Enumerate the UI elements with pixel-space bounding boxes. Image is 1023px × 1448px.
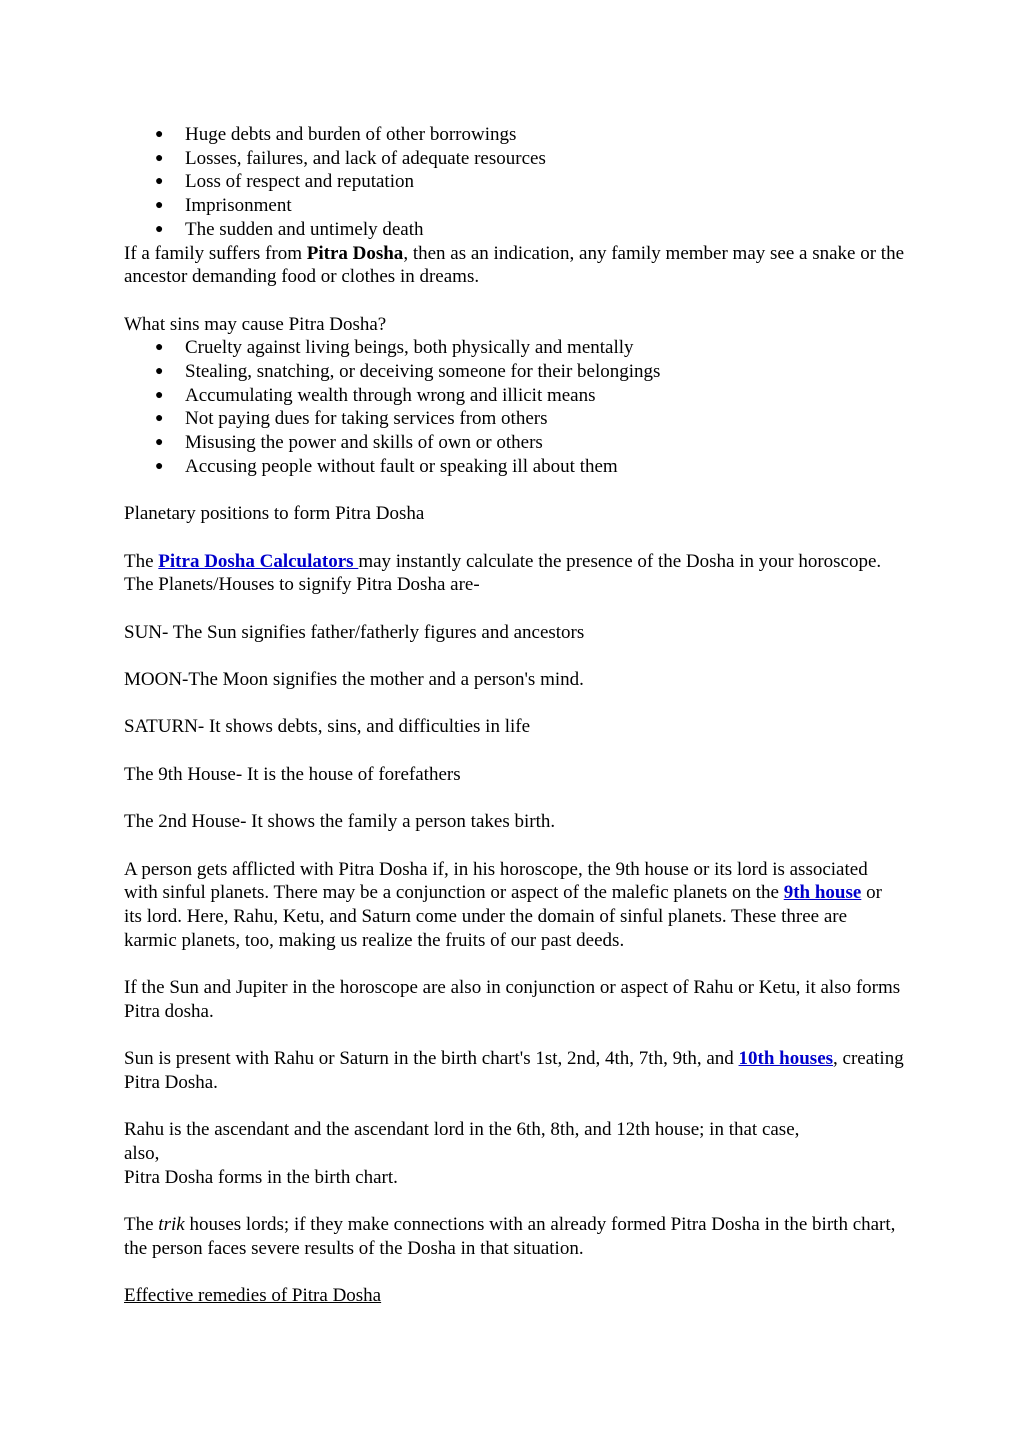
effects-list <box>124 123 904 242</box>
bullet-icon: ● <box>155 435 164 451</box>
list-item: ● Huge debts and burden of other borrowings <box>155 124 517 145</box>
planetary-heading: Planetary positions to form Pitra Dosha <box>124 503 425 525</box>
sins-heading: What sins may cause Pitra Dosha? <box>124 313 387 335</box>
pitra-dosha-bold: Pitra Dosha <box>306 242 404 264</box>
trik-paragraph: The trik houses lords; if they make connections with an already formed Pitra Dosha in the birth chart, the person faces severe results of the Dosha in that situation. <box>124 1214 896 1259</box>
pitra-dosha-calculators-link[interactable]: Pitra Dosha Calculators <box>158 550 359 572</box>
list-item: ● Accumulating wealth through wrong and illicit means <box>155 384 596 406</box>
bullet-icon: ● <box>155 174 164 190</box>
list-item: ● Loss of respect and reputation <box>155 171 414 193</box>
trik-italic: trik <box>158 1214 185 1236</box>
bullet-icon: ● <box>155 364 164 380</box>
sun-jupiter-paragraph: If the Sun and Jupiter in the horoscope are also in conjunction or aspect of Rahu or Ketu, it also forms Pitra dosha. <box>124 977 901 1022</box>
document-page <box>124 123 904 1308</box>
list-item: ● Imprisonment <box>155 195 292 217</box>
list-item: ● Misusing the power and skills of own or others <box>155 432 543 454</box>
remedies-heading: Effective remedies of Pitra Dosha <box>124 1285 382 1307</box>
rahu-paragraph: Rahu is the ascendant and the ascendant lord in the 6th, 8th, and 12th house; in that case, also, Pitra Dosha forms in the birth chart. <box>124 1119 800 1188</box>
list-item: ● Cruelty against living beings, both physically and mentally <box>155 337 634 359</box>
list-item: ● Accusing people without fault or speaking ill about them <box>155 455 618 477</box>
bullet-icon: ● <box>155 198 164 214</box>
list-item: ● Stealing, snatching, or deceiving someone for their belongings <box>155 361 661 383</box>
second-house-paragraph: The 2nd House- It shows the family a person takes birth. <box>124 811 556 833</box>
saturn-paragraph: SATURN- It shows debts, sins, and difficulties in life <box>124 716 531 738</box>
bullet-icon: ● <box>155 411 164 427</box>
tenth-houses-link[interactable]: 10th houses <box>738 1048 834 1070</box>
bullet-icon: ● <box>155 127 164 142</box>
bullet-icon: ● <box>155 221 164 237</box>
bullet-icon: ● <box>155 340 164 356</box>
list-item: ● Not paying dues for taking services from others <box>155 408 548 430</box>
sins-list <box>124 336 904 478</box>
calculator-paragraph: The Pitra Dosha Calculators may instantly calculate the presence of the Dosha in your horoscope. The Planets/Houses to signify Pitra Dosha are- <box>124 550 882 596</box>
bullet-icon: ● <box>155 458 164 474</box>
sun-rahu-paragraph: Sun is present with Rahu or Saturn in the birth chart's 1st, 2nd, 4th, 7th, 9th, and 10th houses, creating Pitra Dosha. <box>124 1048 904 1093</box>
afflicted-paragraph: A person gets afflicted with Pitra Dosha if, in his horoscope, the 9th house or its lord is associated with sinful planets. There may be a conjunction or aspect of the malefic planets on the 9th house or its lord. Here, Rahu, Ketu, and Saturn come under the domain of sinful planets. These three are karmic planets, too, making us realize the fruits of our past deeds. <box>124 858 882 951</box>
moon-paragraph: MOON-The Moon signifies the mother and a person's mind. <box>124 669 584 691</box>
list-item: ● The sudden and untimely death <box>155 218 424 240</box>
ninth-house-paragraph: The 9th House- It is the house of forefathers <box>124 763 461 785</box>
ninth-house-link[interactable]: 9th house <box>783 882 862 904</box>
bullet-icon: ● <box>155 150 164 166</box>
bullet-icon: ● <box>155 387 164 403</box>
sun-paragraph: SUN- The Sun signifies father/fatherly figures and ancestors <box>124 621 585 643</box>
family-paragraph: If a family suffers from Pitra Dosha, then as an indication, any family member may see a snake or the ancestor demanding food or clothes in dreams. <box>124 242 905 288</box>
list-item: ● Losses, failures, and lack of adequate resources <box>155 147 546 169</box>
